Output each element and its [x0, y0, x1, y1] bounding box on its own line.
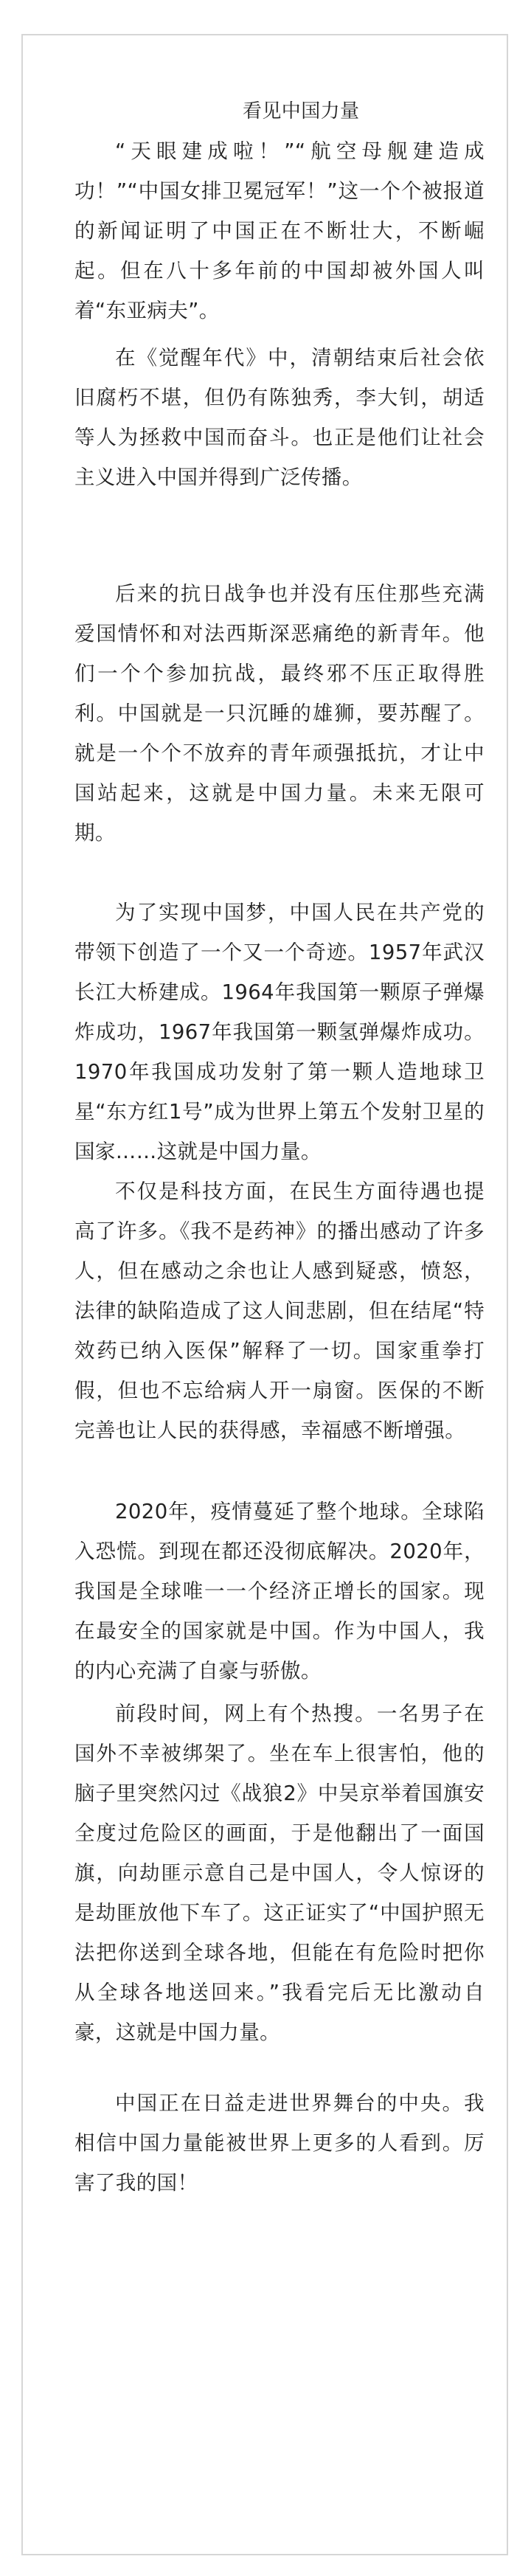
paragraph-1: “天眼建成啦！”“航空母舰建造成功！”“中国女排卫冕冠军！”这一个个被报道的新闻证明了中国正在不断壮大，不断崛起。但在八十多年前的中国却被外国人叫着“东亚病夫”。 [74, 139, 485, 322]
paragraph-6: 2020年，疫情蔓延了整个地球。全球陷入恐慌。到现在都还没彻底解决。2020年，我国是全球唯一一个经济正增长的国家。现在最安全的国家就是中国。作为中国人，我的内心充满了自豪与骄傲。 [74, 1500, 485, 1683]
article-title: 看见中国力量 [243, 100, 360, 122]
paragraph-7: 前段时间，网上有个热搜。一名男子在国外不幸被绑架了。坐在车上很害怕，他的脑子里突然闪过《战狼2》中吴京举着国旗安全度过危险区的画面，于是他翻出了一面国旗，向劫匪示意自己是中国人，令人惊讶的是劫匪放他下车了。这正证实了“中国护照无法把你送到全球各地，但能在有危险时把你从全球各地送回来。”我看完后无比激动自豪，这就是中国力量。 [74, 1702, 485, 2044]
paragraph-3: 后来的抗日战争也并没有压住那些充满爱国情怀和对法西斯深恶痛绝的新青年。他们一个个参加抗战，最终邪不压正取得胜利。中国就是一只沉睡的雄狮，要苏醒了。就是一个个不放弃的青年顽强抵抗，才让中国站起来，这就是中国力量。未来无限可期。 [74, 582, 485, 845]
paragraph-2: 在《觉醒年代》中，清朝结束后社会依旧腐朽不堪，但仍有陈独秀，李大钊，胡适等人为拯救中国而奋斗。也正是他们让社会主义进入中国并得到广泛传播。 [74, 346, 485, 489]
paragraph-4: 为了实现中国梦，中国人民在共产党的带领下创造了一个又一个奇迹。1957年武汉长江大桥建成。1964年我国第一颗原子弹爆炸成功，1967年我国第一颗氢弹爆炸成功。1970年我国成功发射了第一颗人造地球卫星“东方红1号”成为世界上第五个发射卫星的国家……这就是中国力量。 [74, 901, 485, 1163]
paragraph-8: 中国正在日益走进世界舞台的中央。我相信中国力量能被世界上更多的人看到。厉害了我的国！ [74, 2091, 485, 2195]
paragraph-5: 不仅是科技方面，在民生方面待遇也提高了许多。《我不是药神》的播出感动了许多人，但在感动之余也让人感到疑惑，愤怒，法律的缺陷造成了这人间悲剧，但在结尾“特效药已纳入医保”解释了一切。国家重拳打假，但也不忘给病人开一扇窗。医保的不断完善也让人民的获得感，幸福感不断增强。 [74, 1180, 485, 1442]
